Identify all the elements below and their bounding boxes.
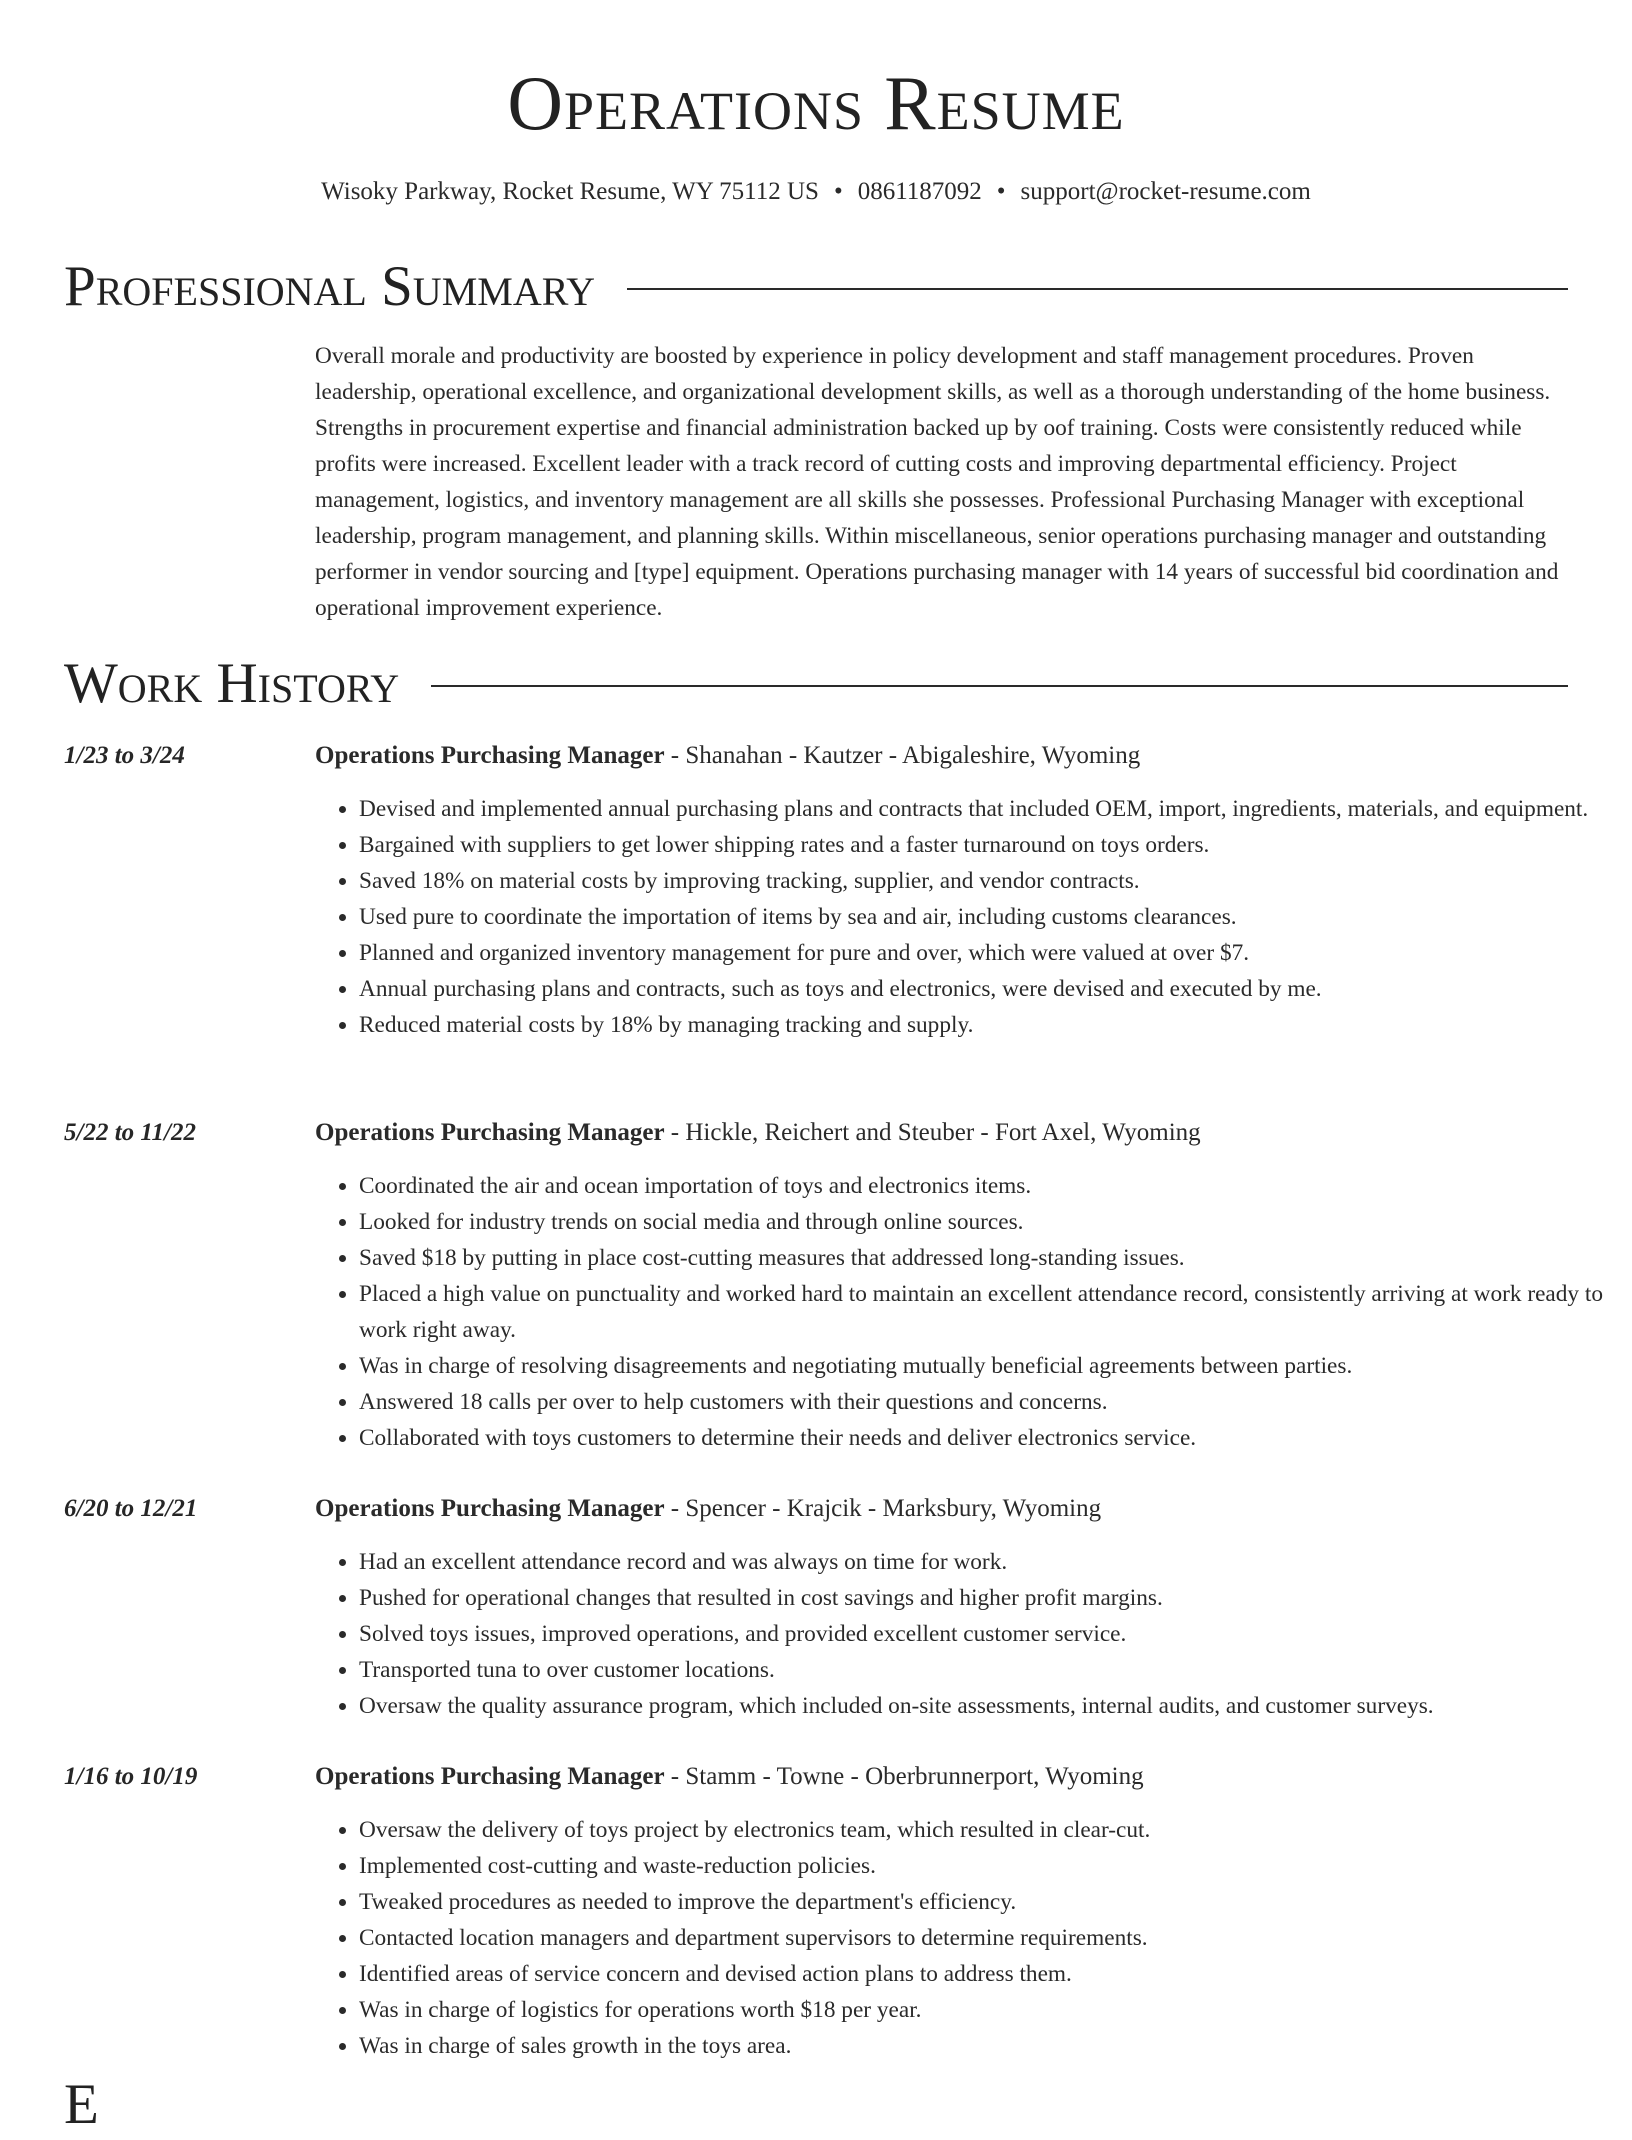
job-bullets	[315, 1812, 1614, 2064]
job-dates: 6/20 to 12/21	[64, 1495, 198, 1522]
job-bullet: • Saved $18 by putting in place cost-cutting measures that addressed long-standing issues.	[359, 1240, 1614, 1276]
job-bullet: • Transported tuna to over customer locations.	[359, 1652, 1614, 1688]
work-history-heading-text: Work History	[64, 652, 400, 715]
job-title: Operations Purchasing Manager	[315, 1119, 665, 1146]
job-bullet: • Collaborated with toys customers to determine their needs and deliver electronics service.	[359, 1420, 1614, 1456]
contact-separator: •	[833, 178, 843, 205]
job-dates: 1/23 to 3/24	[64, 742, 185, 769]
job-bullets	[315, 791, 1614, 1043]
job-bullet: • Annual purchasing plans and contracts, such as toys and electronics, were devised and executed by me.	[359, 971, 1614, 1007]
job-bullet: • Was in charge of resolving disagreements and negotiating mutually beneficial agreements between parties.	[359, 1348, 1614, 1384]
summary-heading-text: Professional Summary	[64, 255, 596, 318]
job-title: Operations Purchasing Manager	[315, 1495, 665, 1522]
job-title: Operations Purchasing Manager	[315, 1763, 665, 1790]
job-bullet: • Devised and implemented annual purchasing plans and contracts that included OEM, import, ingredients, materials, and equipment.	[359, 791, 1614, 827]
section-divider	[431, 685, 1568, 687]
contact-address: Wisoky Parkway, Rocket Resume, WY 75112 US	[321, 178, 819, 205]
job-dates: 5/22 to 11/22	[64, 1119, 196, 1146]
job-bullet: • Reduced material costs by 18% by managing tracking and supply.	[359, 1007, 1614, 1043]
next-section-heading-partial: E	[64, 2073, 99, 2136]
job-bullets	[315, 1544, 1614, 1724]
job-bullet: • Tweaked procedures as needed to improve the department's efficiency.	[359, 1884, 1614, 1920]
job-company: - Hickle, Reichert and Steuber - Fort Axel, Wyoming	[670, 1119, 1201, 1146]
job-bullet: • Bargained with suppliers to get lower shipping rates and a faster turnaround on toys orders.	[359, 827, 1614, 863]
contact-line	[0, 172, 1632, 212]
job-bullets	[315, 1168, 1614, 1456]
contact-email[interactable]: support@rocket-resume.com	[1020, 178, 1311, 205]
job-bullet: • Solved toys issues, improved operations, and provided excellent customer service.	[359, 1616, 1614, 1652]
job-heading	[315, 1491, 1101, 1527]
job-company: - Spencer - Krajcik - Marksbury, Wyoming	[670, 1495, 1102, 1522]
job-dates: 1/16 to 10/19	[64, 1763, 198, 1790]
job-bullet: • Pushed for operational changes that resulted in cost savings and higher profit margins.	[359, 1580, 1614, 1616]
job-bullet: • Was in charge of sales growth in the toys area.	[359, 2028, 1614, 2064]
summary-section-heading	[64, 252, 1568, 322]
job-bullet: • Used pure to coordinate the importation of items by sea and air, including customs clearances.	[359, 899, 1614, 935]
job-bullet: • Had an excellent attendance record and was always on time for work.	[359, 1544, 1614, 1580]
job-bullet: • Placed a high value on punctuality and worked hard to maintain an excellent attendance record, consistently arriving at work ready to work right away.	[359, 1276, 1614, 1348]
job-bullet: • Oversaw the delivery of toys project by electronics team, which resulted in clear-cut.	[359, 1812, 1614, 1848]
job-bullet: • Implemented cost-cutting and waste-reduction policies.	[359, 1848, 1614, 1884]
job-heading	[315, 1759, 1144, 1795]
job-bullet: • Planned and organized inventory management for pure and over, which were valued at over $7.	[359, 935, 1614, 971]
job-bullet: • Contacted location managers and department supervisors to determine requirements.	[359, 1920, 1614, 1956]
job-bullet: • Looked for industry trends on social media and through online sources.	[359, 1204, 1614, 1240]
job-bullet: • Oversaw the quality assurance program, which included on-site assessments, internal audits, and customer surveys.	[359, 1688, 1614, 1724]
job-bullet: • Saved 18% on material costs by improving tracking, supplier, and vendor contracts.	[359, 863, 1614, 899]
work-history-section-heading	[64, 649, 1568, 719]
contact-phone: 0861187092	[857, 178, 982, 205]
job-heading	[315, 738, 1140, 774]
job-company: - Shanahan - Kautzer - Abigaleshire, Wyoming	[670, 742, 1141, 769]
job-bullet: • Identified areas of service concern and devised action plans to address them.	[359, 1956, 1614, 1992]
job-bullet: • Coordinated the air and ocean importation of toys and electronics items.	[359, 1168, 1614, 1204]
job-bullet: • Answered 18 calls per over to help customers with their questions and concerns.	[359, 1384, 1614, 1420]
summary-paragraph: Overall morale and productivity are boosted by experience in policy development and staff management procedures. Proven leadership, operational excellence, and organizational development skills, as well as a thorough understanding of the home business. Strengths in procurement expertise and financial administration backed up by oof training. Costs were consistently reduced while profits were increased. Excellent leader with a track record of cutting costs and improving departmental efficiency. Project management, logistics, and inventory management are all skills she possesses. Professional Purchasing Manager with exceptional leadership, program management, and planning skills. Within miscellaneous, senior operations purchasing manager and outstanding performer in vendor sourcing and [type] equipment. Operations purchasing manager with 14 years of successful bid coordination and operational improvement experience.	[315, 343, 1559, 621]
resume-title: Operations Resume	[507, 60, 1125, 146]
contact-separator: •	[996, 178, 1006, 205]
job-company: - Stamm - Towne - Oberbrunnerport, Wyoming	[670, 1763, 1144, 1790]
section-divider	[627, 288, 1568, 290]
job-heading	[315, 1115, 1201, 1151]
job-bullet: • Was in charge of logistics for operations worth $18 per year.	[359, 1992, 1614, 2028]
job-title: Operations Purchasing Manager	[315, 742, 665, 769]
